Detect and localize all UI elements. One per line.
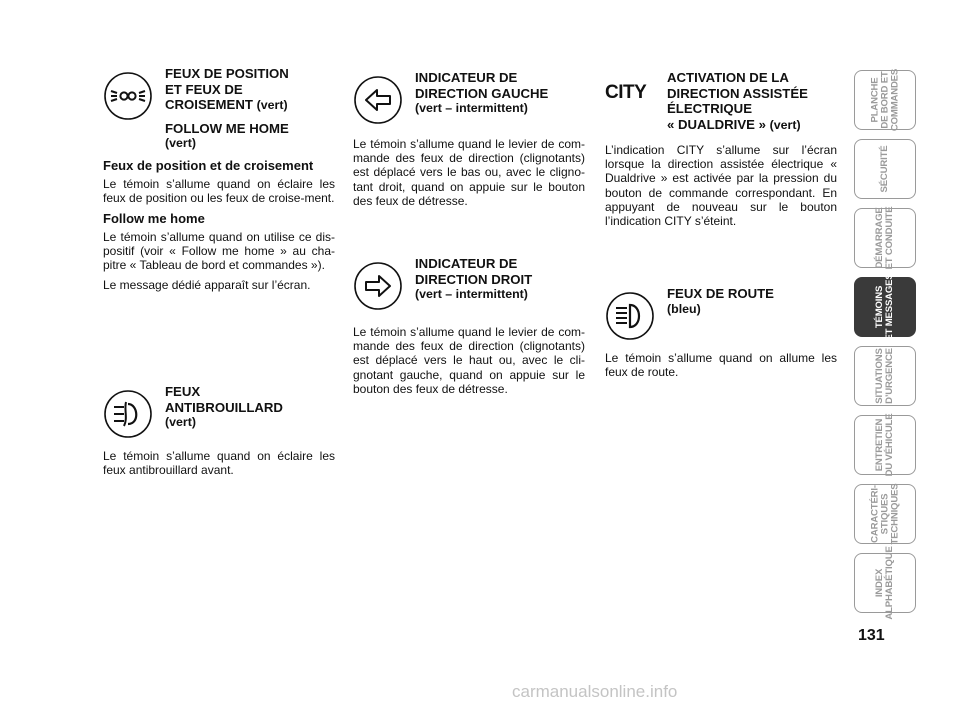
tab-demarrage[interactable] xyxy=(854,208,916,268)
title-line: FOLLOW ME HOME xyxy=(165,120,289,136)
paragraph: Le témoin s’allume quand le levier de com-mande des feux de direction (clignotants) est déplacé vers le bas ou, avec le cligno-tant droit, quand on appuie sur le bouton des feux de détresse. xyxy=(353,137,585,208)
section-title xyxy=(667,70,808,133)
color-note: (vert) xyxy=(256,98,288,112)
title-line: FEUX DE ROUTE xyxy=(667,286,774,301)
arrow-left-icon xyxy=(353,75,403,125)
color-note: (vert) xyxy=(165,136,196,150)
color-note: (vert) xyxy=(769,117,801,132)
high-beam-icon xyxy=(605,291,655,341)
section-title xyxy=(667,286,774,317)
tab-label: PLANCHE DE BORD ET COMMANDES xyxy=(869,68,900,132)
title-line: CROISEMENT xyxy=(165,97,253,112)
tab-label: SÉCURITÉ xyxy=(879,145,891,193)
title-line: FEUX DE POSITION xyxy=(165,66,289,81)
arrow-right-icon xyxy=(353,261,403,311)
section-fog-lights xyxy=(103,384,335,482)
section-title xyxy=(165,66,289,152)
title-line: ANTIBROUILLARD xyxy=(165,399,283,415)
title-line: DIRECTION ASSISTÉE xyxy=(667,85,808,101)
title-line: ACTIVATION DE LA xyxy=(667,70,789,85)
tab-label: TÉMOINS ET MESSAGES xyxy=(874,273,895,341)
section-dualdrive xyxy=(605,70,837,233)
tab-index[interactable] xyxy=(854,546,916,620)
title-line: INDICATEUR DE xyxy=(415,256,518,271)
watermark: carmanualsonline.info xyxy=(512,682,678,701)
city-icon-text: CITY xyxy=(605,82,647,103)
title-line: DIRECTION GAUCHE xyxy=(415,85,549,101)
color-note: (bleu) xyxy=(667,301,701,316)
title-line: ÉLECTRIQUE xyxy=(667,101,752,116)
page-number: 131 xyxy=(858,627,885,644)
section-title xyxy=(415,70,548,117)
tab-label: DÉMARRAGE ET CONDUITE xyxy=(874,206,895,270)
city-icon xyxy=(605,82,655,118)
paragraph: Le témoin s’allume quand on allume les feux de route. xyxy=(605,351,837,380)
subheading: Follow me home xyxy=(103,210,205,226)
paragraph: Le témoin s’allume quand le levier de com-mande des feux de direction (clignotants) est déplacé vers le haut ou, avec le cli-gnotant gauche, quand on appuie sur le bouton des feux de détresse. xyxy=(353,325,585,396)
paragraph: L’indication CITY s’allume sur l’écran lorsque la direction assistée électrique « Dualdrive » est activée par la pression du bouton de commande correspondant. En appuyant de nouveau sur le bouton l’indication CITY s’éteint. xyxy=(605,143,837,229)
color-note: (vert – intermittent) xyxy=(415,287,528,301)
color-note: (vert) xyxy=(165,415,196,429)
section-high-beam xyxy=(605,286,837,384)
title-line: DIRECTION DROIT xyxy=(415,271,533,287)
tab-label: CARACTÉRI- STIQUES TECHNIQUES xyxy=(869,483,900,545)
tab-label: ENTRETIEN DU VÉHICULE xyxy=(874,413,895,477)
section-position-lights xyxy=(103,66,335,297)
section-left-indicator xyxy=(353,70,585,213)
subheading: Feux de position et de croisement xyxy=(103,157,314,173)
tab-securite[interactable] xyxy=(854,139,916,199)
paragraph: Le témoin s’allume quand on éclaire les feux de position ou les feux de croise-ment. xyxy=(103,176,335,205)
title-line: FEUX xyxy=(165,384,201,399)
title-line: INDICATEUR DE xyxy=(415,70,518,85)
paragraph: Le témoin s’allume quand on utilise ce dis-positif (voir « Follow me home » au cha-pitre « Tableau de bord et commandes »). xyxy=(103,229,335,273)
tab-temoins-messages[interactable] xyxy=(854,273,916,341)
headlight-position-icon xyxy=(103,71,153,121)
tab-label: SITUATIONS D’URGENCE xyxy=(874,348,895,404)
tab-caracteristiques[interactable] xyxy=(854,484,916,544)
tab-planche-de-bord[interactable] xyxy=(854,70,916,130)
title-line: « DUALDRIVE » xyxy=(667,116,766,132)
tab-label: INDEX ALPHABÉTIQUE xyxy=(874,546,895,620)
fog-light-icon xyxy=(103,389,153,439)
title-line: ET FEUX DE xyxy=(165,81,243,97)
paragraph: Le témoin s’allume quand on éclaire les feux antibrouillard avant. xyxy=(103,449,335,478)
paragraph: Le message dédié apparaît sur l’écran. xyxy=(103,277,311,292)
section-title xyxy=(165,384,283,431)
tab-entretien[interactable] xyxy=(854,415,916,475)
color-note: (vert – intermittent) xyxy=(415,101,528,115)
section-title xyxy=(415,256,532,303)
section-right-indicator xyxy=(353,256,585,401)
tab-situations-urgence[interactable] xyxy=(854,346,916,406)
